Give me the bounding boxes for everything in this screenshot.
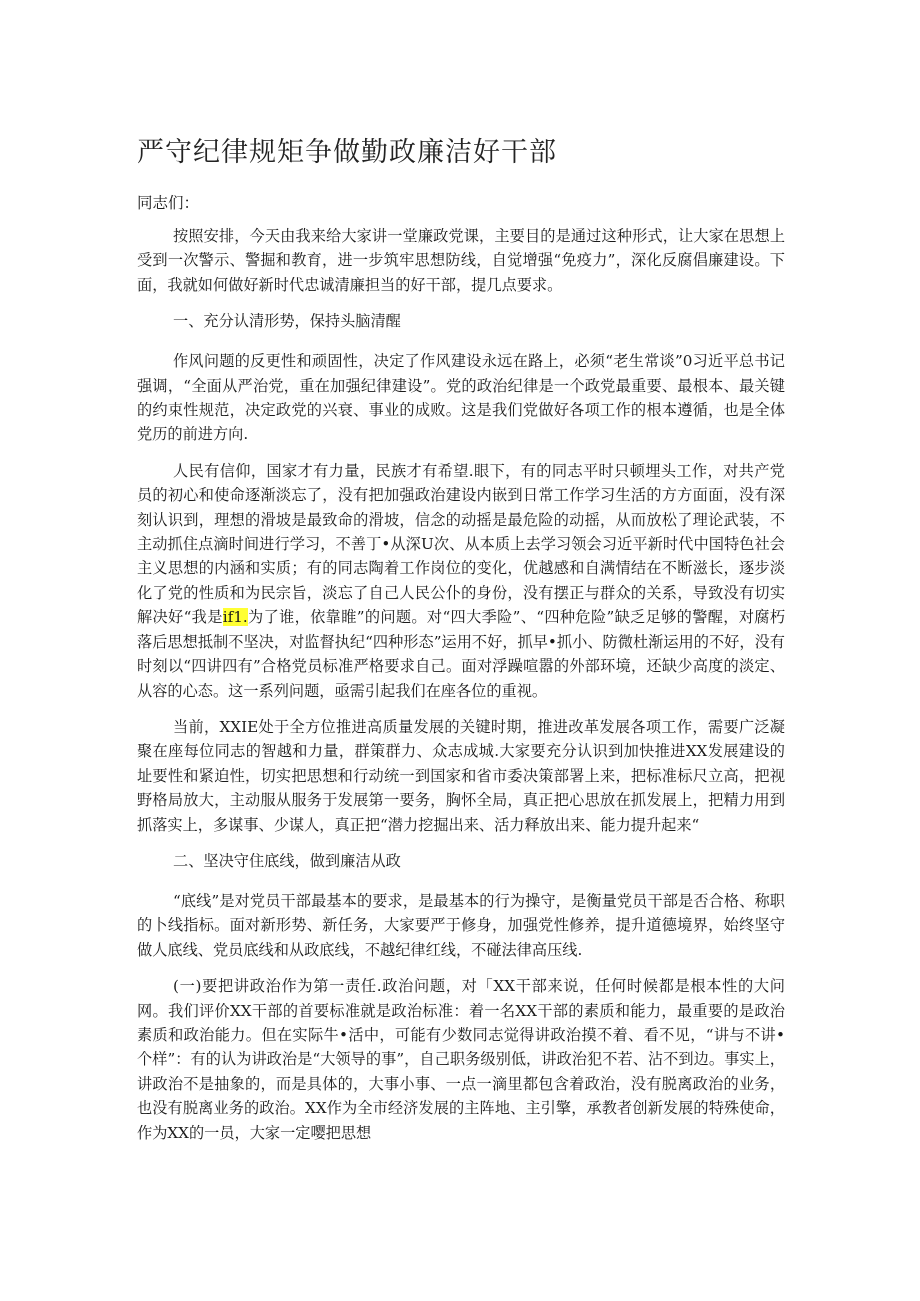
- document-body: [137, 224, 785, 1157]
- intro-paragraph: 按照安排，今天由我来给大家讲一堂廉政党课，主要目的是通过这种形式，让大家在思想上受到一次警示、警掘和教育，进一步筑牢思想防线，自觉增强“免疫力”，深化反腐倡廉建设。下面，我就如何做好新时代忠诚清廉担当的好干部，提几点要求。: [137, 227, 785, 294]
- section-heading-1: 一、充分认清形势，保持头脑清醒: [173, 312, 401, 331]
- section2-paragraph-2: (一)要把讲政治作为第一责任.政治问题，对「XX干部来说，任何时候都是根本性的大问网。我们评价XX干部的首要标准就是政治标准：着一名XX干部的素质和能力，最重要的是政治素质和政治能力。但在实际牛•活中，可能有少数同志觉得讲政治摸不着、看不见，“讲与不讲•个样”：有的认为讲政治是“大领导的事”，自己职务级别低，讲政治犯不若、沾不到边。事实上，讲政治不是抽象的，而是具体的，大事小事、一点一滴里都包含着政治，没有脱离政治的业务，也没有脱离业务的政治。XX作为全市经济发展的主阵地、主引擎，承教者创新发展的特殊使命，作为XX的一员，大家一定嘤把思想: [137, 977, 785, 1142]
- section-heading-2: 二、坚决守住底线，做到廉洁从政: [173, 851, 401, 870]
- document-title: 严守纪律规矩争做勤政廉洁好干部: [137, 137, 557, 168]
- section1-paragraph-2-part-b: 为了谁，依靠睢”的问题。对“四大季险”、“四种危险”缺乏足够的警醒，对腐朽落后思想抵制不坚决，对监督执纪“四种形态”运用不好，抓早•抓小、防微杜渐运用的不好，没有时刻以“四讲四有”合格党员标准严格要求自己。面对浮躁喧嚣的外部环境，还缺少高度的淡定、从容的心态。这一系列问题，亟需引起我们在座各位的重视。: [137, 608, 786, 700]
- section1-paragraph-1: 作风问题的反更性和顽固性，决定了作风建设永远在路上，必须“老生常谈”0习近平总书记强调，“全面从严治党，重在加强纪律建设”。党的政治纪律是一个政党最重要、最根本、最关键的约束性规范，决定政党的兴衰、事业的成败。这是我们党做好各项工作的根本遵循，也是全体党历的前进方向.: [137, 352, 785, 444]
- section1-paragraph-2: [137, 459, 785, 703]
- section2-paragraph-1: “底线”是对党员干部最基本的要求，是最基本的行为操守，是衡量党员干部是否合格、称职的卜线指标。面对新形势、新任务，大家要严于修身，加强党性修养，提升道德境界，始终坚守做人底线、党员底线和从政底线，不越纪律红线，不碰法律高压线.: [137, 891, 785, 959]
- section1-paragraph-3: 当前，XXIE处于全方位推进高质量发展的关键时期，推进改革发展各项工作，需要广泛凝聚在座每位同志的智越和力量，群策群力、众志成城.大家要充分认识到加快推进XX发展建设的址要性和紧迫性，切实把思想和行动统一到国家和省市委决策部署上来，把标准标尺立高，把视野格局放大，主动服从服务于发展第一要务，胸怀全局，真正把心思放在抓发展上，把精力用到抓落实上，多谋事、少谋人，真正把“潜力挖掘出来、活力释放出来、能力提升起来“: [137, 717, 785, 834]
- highlighted-text: if1.: [222, 608, 248, 627]
- section1-paragraph-2-part-a: 人民有信仰，国家才有力量，民族才有希望.眼下，有的同志平时只顿埋头工作，对共产党员的初心和使命逐渐淡忘了，没有把加强政治建设内嵌到日常工作学习生活的方方面面，没有深刻认识到，理想的滑坡是最致命的滑坡，信念的动摇是最危险的动摇，从而放松了理论武装，不主动抓住点滴时间进行学习，不善丁•从深U次、从本质上去学习领会习近平新时代中国特色社会主义思想的内涵和实质；有的同志陶着工作岗位的变化，优越感和自满情结在不断滋长，逐步淡化了党的性质和为民宗旨，淡忘了自己人民公仆的身份，没有摆正与群众的关系，导致没有切实解决好“我是: [137, 461, 785, 627]
- greeting: 同志们：: [137, 194, 200, 212]
